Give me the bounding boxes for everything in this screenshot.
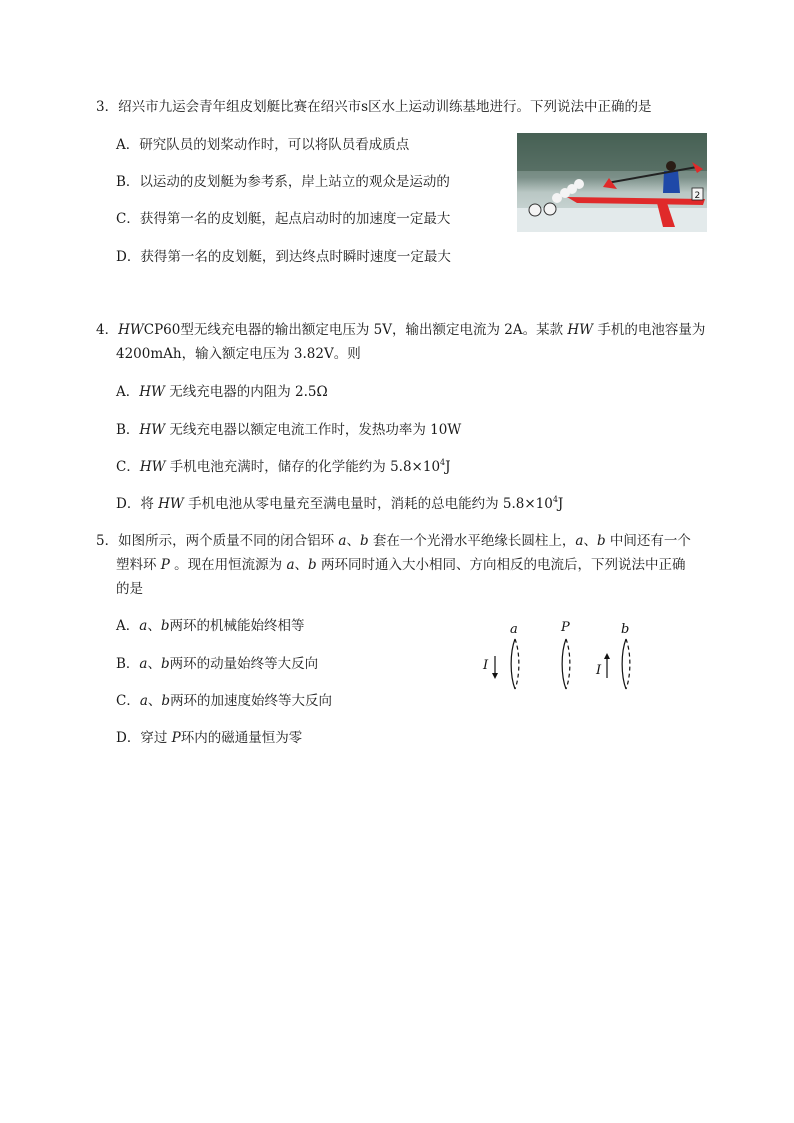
q5-stem-text-1: 如图所示，两个质量不同的闭合铝环 [118, 533, 339, 549]
option-letter: D． [116, 496, 141, 512]
label-b: b [621, 622, 630, 637]
rings-figure [478, 618, 648, 700]
q5-stem [96, 532, 691, 550]
ring-a-front [511, 639, 515, 689]
var-a: a [139, 618, 148, 634]
option-letter: C． [116, 693, 140, 709]
var-a: a [575, 533, 584, 549]
option-letter: B． [116, 174, 140, 190]
option-text: 无线充电器的内阻为 2.5Ω [164, 384, 328, 400]
option-text: 无线充电器以额定电流工作时，发热功率为 10W [165, 422, 462, 438]
option-prefix: 将 [140, 496, 159, 512]
q3-stem [96, 98, 652, 116]
q4-number: 4． [96, 322, 119, 338]
separator: 、 [147, 618, 161, 634]
option-text: 两环的机械能始终相等 [169, 618, 305, 634]
brand: HW [139, 384, 165, 400]
option-text: 两环的动量始终等大反向 [169, 656, 319, 672]
q5-option-c [116, 692, 332, 710]
option-prefix: 穿过 [140, 730, 172, 746]
option-letter: C． [116, 211, 140, 227]
option-text: 获得第一名的皮划艇，到达终点时瞬时速度一定最大 [140, 249, 451, 265]
option-letter: D． [116, 249, 141, 265]
option-text: 手机电池从零电量充至满电量时，消耗的总电能约为 5.8×10 [183, 496, 553, 512]
q3-option-c [116, 210, 450, 228]
separator: 、 [294, 557, 309, 573]
exponent: 4 [552, 495, 558, 504]
ring-b-back [626, 639, 630, 689]
option-text: 以运动的皮划艇为参考系，岸上站立的观众是运动的 [139, 174, 450, 190]
q4-stem-text-2: 手机的电池容量为 [593, 322, 706, 338]
unit: J [445, 459, 451, 475]
option-text: 手机电池充满时，储存的化学能约为 5.8×10 [165, 459, 441, 475]
var-p: P [160, 557, 170, 573]
option-text: 两环的加速度始终等大反向 [170, 693, 333, 709]
option-letter: B． [116, 422, 140, 438]
separator: 、 [346, 533, 360, 549]
option-text: 环内的磁通量恒为零 [180, 730, 303, 746]
q3-stem-text: 绍兴市九运会青年组皮划艇比赛在绍兴市s区水上运动训练基地进行。下列说法中正确的是 [118, 99, 652, 115]
var-b: b [596, 533, 606, 549]
q5-option-d [116, 729, 302, 747]
separator: 、 [147, 693, 162, 709]
var-b: b [161, 693, 171, 709]
option-letter: B． [116, 656, 140, 672]
exponent: 4 [440, 458, 446, 467]
option-letter: A． [116, 618, 140, 634]
q4-option-d [116, 495, 563, 513]
boat-number: 2 [694, 191, 701, 201]
q5-option-a [116, 617, 304, 635]
option-letter: A． [116, 384, 140, 400]
text: 。现在用恒流源为 [169, 557, 287, 573]
label-current-b: I [596, 663, 602, 678]
q5-stem-line3: 的是 [116, 581, 143, 597]
q3-number: 3． [96, 99, 119, 115]
option-letter: C． [116, 459, 140, 475]
var-a: a [286, 557, 295, 573]
q5-stem-text-3: 中间还有一个 [605, 533, 691, 549]
q4-stem-line2: 4200mAh，输入额定电压为 3.82V。则 [116, 346, 361, 362]
var-a: a [338, 533, 347, 549]
var-p: P [171, 730, 181, 746]
var-b: b [308, 557, 317, 573]
label-a: a [510, 622, 518, 637]
brand: HW [158, 496, 184, 512]
option-text: 获得第一名的皮划艇，起点启动时的加速度一定最大 [139, 211, 451, 227]
q4-stem-text-1: CP60型无线充电器的输出额定电压为 5V，输出额定电流为 2A。某款 [143, 322, 568, 338]
var-a: a [139, 656, 148, 672]
q3-option-a [116, 136, 409, 154]
q4-stem [96, 321, 705, 339]
q4-option-b [116, 421, 461, 439]
q4-option-a [116, 383, 328, 401]
brand: HW [567, 322, 594, 338]
q3-option-d [116, 248, 451, 266]
text: 塑料环 [116, 557, 161, 573]
q3-option-b [116, 173, 450, 191]
var-a: a [139, 693, 148, 709]
q5-stem-text-2: 套在一个光滑水平绝缘长圆柱上， [368, 533, 576, 549]
text: 两环同时通入大小相同、方向相反的电流后，下列说法中正确 [316, 557, 686, 573]
label-current-a: I [483, 658, 489, 673]
kayak-photo [517, 133, 707, 232]
separator: 、 [583, 533, 597, 549]
unit: J [557, 496, 564, 512]
ring-b-front [622, 639, 626, 689]
q5-option-b [116, 655, 318, 673]
q5-stem-line2 [116, 556, 686, 574]
q4-option-c [116, 458, 451, 476]
option-text: 研究队员的划桨动作时，可以将队员看成质点 [139, 137, 410, 153]
var-b: b [359, 533, 369, 549]
ring-p-front [562, 639, 566, 689]
ring-p-back [566, 639, 570, 689]
q5-number: 5． [96, 533, 119, 549]
label-p: P [561, 620, 570, 635]
ring-a-back [515, 639, 519, 689]
brand: HW [118, 322, 144, 338]
var-b: b [160, 618, 170, 634]
var-b: b [160, 656, 170, 672]
separator: 、 [147, 656, 161, 672]
brand: HW [139, 459, 166, 475]
option-letter: A． [116, 137, 140, 153]
brand: HW [139, 422, 166, 438]
option-letter: D． [116, 730, 141, 746]
